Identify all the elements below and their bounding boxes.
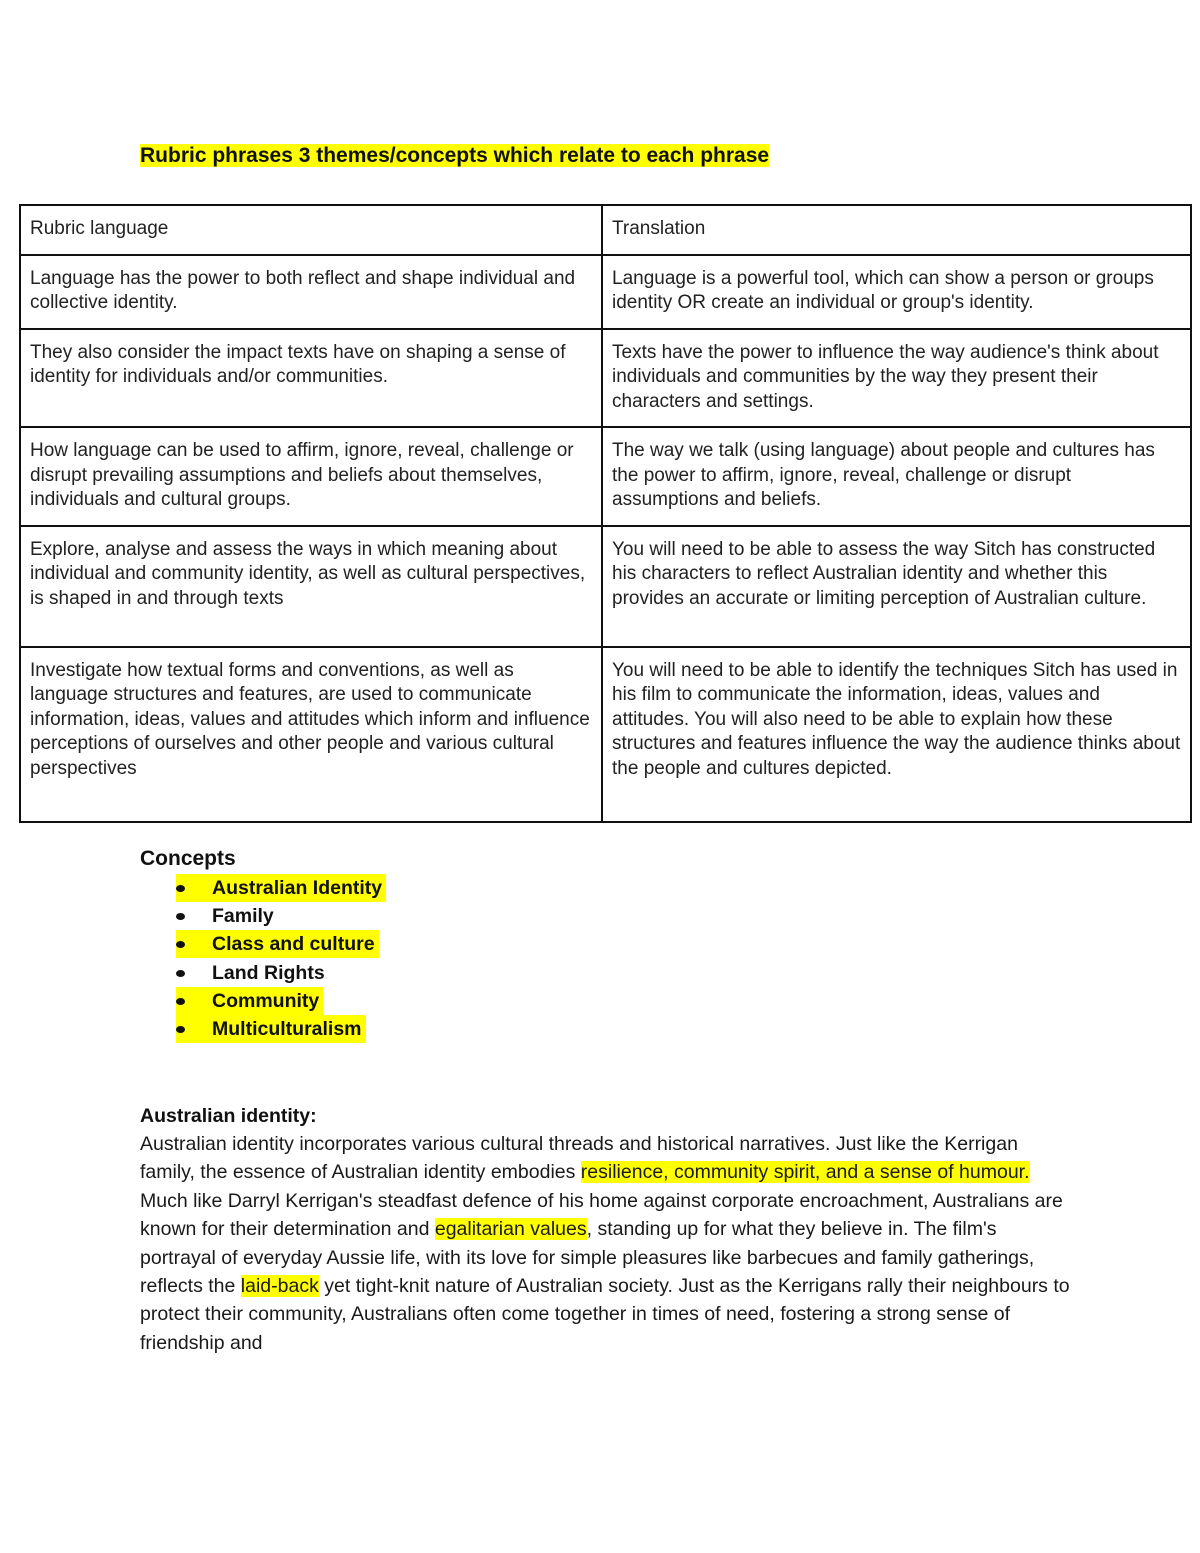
body-text: , standing up for what they believe in. The film's portrayal of everyday Aussie life, with its love for simple pleasures like barbecues and family gatherings, reflects the [140, 1218, 1035, 1298]
highlighted-phrase: resilience, community spirit, and a sense of humour. [580, 1161, 1030, 1184]
page-title-text: Rubric phrases 3 themes/concepts which relate to each phrase [140, 144, 770, 167]
concept-list [140, 874, 383, 1043]
concept-label: Multiculturalism [212, 1017, 362, 1040]
table-row [20, 255, 1191, 329]
highlighted-phrase: egalitarian values [434, 1218, 587, 1241]
rubric-table [19, 204, 1192, 823]
header-rubric-language: Rubric language [20, 205, 602, 255]
table-header-row [20, 205, 1191, 255]
translation-cell: You will need to be able to identify the techniques Sitch has used in his film to communicate the information, ideas, values and attitudes. You will also need to be able to explain how these structures and features influence the way the audience thinks about the people and cultures depicted. [602, 647, 1191, 822]
table-row [20, 329, 1191, 428]
table-row [20, 427, 1191, 526]
concept-item [140, 930, 375, 958]
highlighted-phrase: laid-back [240, 1275, 319, 1298]
bullet-dot-icon [176, 885, 185, 892]
concept-label: Class and culture [212, 933, 375, 956]
concept-item [140, 959, 325, 987]
concept-item [140, 1015, 362, 1043]
body-text: Much like Darryl Kerrigan's steadfast defence of his home against corporate encroachment, Australians are known for their determination and [140, 1189, 1063, 1241]
rubric-cell: Investigate how textual forms and conventions, as well as language structures and features, are used to communicate information, ideas, values and attitudes which inform and influence perceptions of ourselves and other people and various cultural perspectives [20, 647, 602, 822]
concept-label: Land Rights [212, 961, 325, 984]
concept-label: Australian Identity [212, 877, 383, 899]
translation-cell: Texts have the power to influence the way audience's think about individuals and communities by the way they present their characters and settings. [602, 329, 1191, 428]
table-row [20, 647, 1191, 822]
table-row [20, 526, 1191, 647]
translation-cell: Language is a powerful tool, which can show a person or groups identity OR create an individual or group's identity. [602, 255, 1191, 329]
concept-label: Community [212, 989, 320, 1012]
rubric-cell: Language has the power to both reflect and shape individual and collective identity. [20, 255, 602, 329]
page-title [140, 141, 769, 171]
concept-item [140, 902, 274, 930]
concept-item [140, 874, 383, 902]
body-text: Australian identity incorporates various cultural threads and historical narratives. Just like the Kerrigan family, the essence of Australian identity embodies [140, 1133, 1018, 1184]
concepts-section [140, 844, 383, 1043]
rubric-cell: Explore, analyse and assess the ways in which meaning about individual and community identity, as well as cultural perspectives, is shaped in and through texts [20, 526, 602, 647]
bullet-dot-icon [176, 998, 185, 1005]
concept-item [140, 987, 320, 1015]
translation-cell: The way we talk (using language) about people and cultures has the power to affirm, ignore, reveal, challenge or disrupt assumptions and beliefs. [602, 427, 1191, 526]
body-text: yet tight-knit nature of Australian society. Just as the Kerrigans rally their neighbours to protect their community, Australians often come together in times of need, fostering a strong sense of friendship and [140, 1275, 1070, 1354]
australian-identity-section [140, 1102, 1070, 1357]
bullet-dot-icon [176, 913, 185, 920]
bullet-dot-icon [176, 1026, 185, 1033]
rubric-cell: They also consider the impact texts have on shaping a sense of identity for individuals and/or communities. [20, 329, 602, 428]
translation-cell: You will need to be able to assess the way Sitch has constructed his characters to reflect Australian identity and whether this provides an accurate or limiting perception of Australian culture. [602, 526, 1191, 647]
rubric-cell: How language can be used to affirm, ignore, reveal, challenge or disrupt prevailing assumptions and beliefs about themselves, individuals and cultural groups. [20, 427, 602, 526]
header-translation: Translation [602, 205, 1191, 255]
australian-identity-body [140, 1130, 1070, 1357]
bullet-dot-icon [176, 970, 185, 977]
concept-label: Family [212, 905, 274, 928]
concepts-title: Concepts [140, 847, 236, 870]
australian-identity-title: Australian identity: [140, 1105, 317, 1127]
